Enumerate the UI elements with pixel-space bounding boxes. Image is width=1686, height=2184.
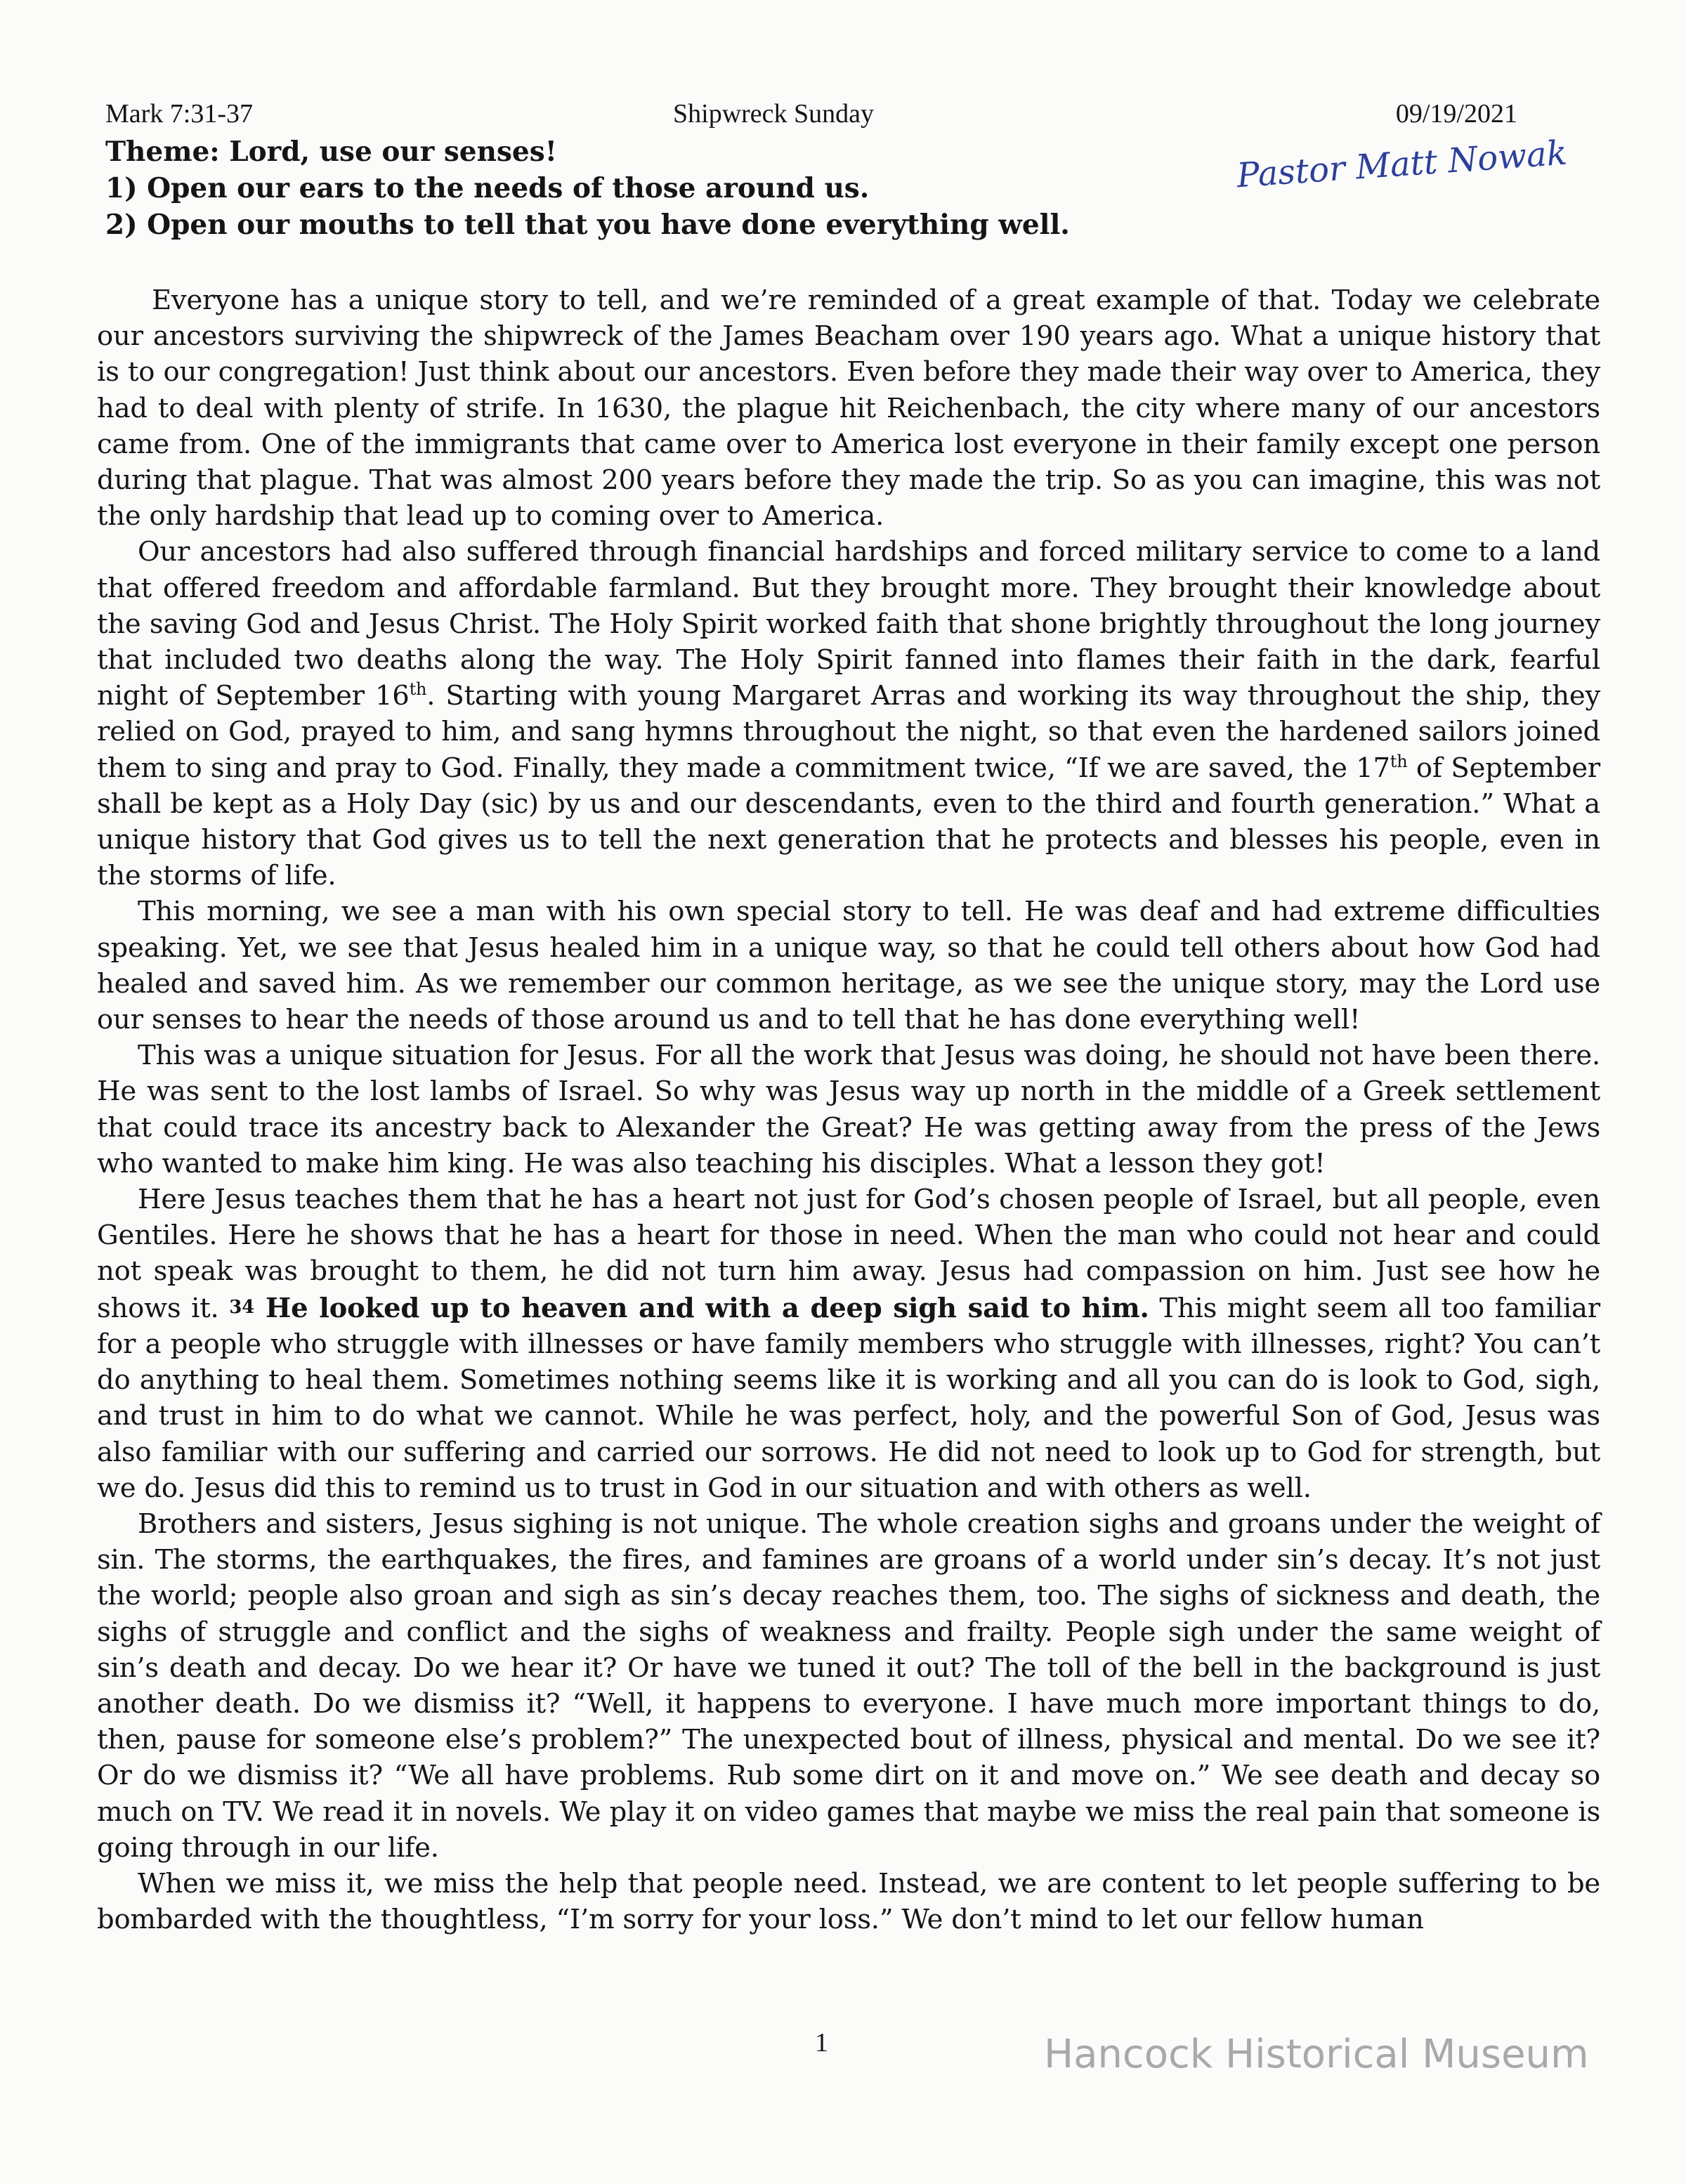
paragraph-2-part-c: of September shall be kept as a Holy Day (sic) by us and our descendants, even to the third and fourth generation.” What a unique history that God gives us to tell the next generation that he protects and blesses his people, even in the storms of life. xyxy=(97,752,1600,892)
sermon-date: 09/19/2021 xyxy=(1395,99,1517,129)
ordinal-suffix: th xyxy=(409,679,427,700)
paragraph-3: This morning, we see a man with his own special story to tell. He was deaf and had extreme difficulties speaking. Yet, we see that Jesus healed him in a unique way, so that he could tell others about how God had healed and saved him. As we remember our common heritage, as we see the unique story, may the Lord use our senses to hear the needs of those around us and to tell that he has done everything well! xyxy=(97,896,1600,1036)
sermon-body xyxy=(97,282,1600,1937)
theme-title: Theme: Lord, use our senses! xyxy=(105,136,557,168)
paragraph-7: When we miss it, we miss the help that people need. Instead, we are content to let people suffering to be bombarded with the thoughtless, “I’m sorry for your loss.” We don’t mind to let our fellow human xyxy=(97,1867,1600,1936)
paragraph-6: Brothers and sisters, Jesus sighing is not unique. The whole creation sighs and groans under the weight of sin. The storms, the earthquakes, the fires, and famines are groans of a world under sin’s decay. It’s not just the world; people also groan and sigh as sin’s decay reaches them, too. The sighs of sickness and death, the sighs of struggle and conflict and the sighs of weakness and frailty. People sigh under the same weight of sin’s death and decay. Do we hear it? Or have we tuned it out? The toll of the bell in the background is just another death. Do we dismiss it? “Well, it happens to everyone. I have much more important things to do, then, pause for someone else’s problem?” The unexpected bout of illness, physical and mental. Do we see it? Or do we dismiss it? “We all have problems. Rub some dirt on it and move on.” We see death and decay so much on TV. We read it in novels. We play it on video games that maybe we miss the real pain that someone is going through in our life. xyxy=(97,1508,1600,1864)
paragraph-2 xyxy=(97,534,1600,894)
paragraph-2-part-b: . Starting with young Margaret Arras and working its way throughout the ship, they relied on God, prayed to him, and sang hymns throughout the night, so that even the hardened sailors joined them to sing and pray to God. Finally, they made a commitment twice, “If we are saved, the 17 xyxy=(97,680,1600,784)
page-number: 1 xyxy=(815,2028,828,2058)
paragraph-2-part-a: Our ancestors had also suffered through financial hardships and forced military service to come to a land that offered freedom and affordable farmland. But they brought more. They brought their knowledge about the saving God and Jesus Christ. The Holy Spirit worked faith that shone brightly throughout the long journey that included two deaths along the way. The Holy Spirit fanned into flames their faith in the dark, fearful night of September 16 xyxy=(97,536,1600,712)
paragraph-5-part-a: Here Jesus teaches them that he has a heart not just for God’s chosen people of Israel, but all people, even Gentiles. Here he shows that he has a heart for those in need. When the man who could not hear and could not speak was brought to them, he did not turn him away. Jesus had compassion on him. Just see how he shows it. xyxy=(97,1184,1600,1324)
scripture-reference: Mark 7:31-37 xyxy=(105,99,254,129)
handwritten-signature: Pastor Matt Nowak xyxy=(1235,133,1569,196)
scripture-quote: He looked up to heaven and with a deep sigh said to him. xyxy=(254,1292,1149,1324)
museum-watermark: Hancock Historical Museum xyxy=(1044,2032,1589,2077)
theme-point-1: 1) Open our ears to the needs of those around us. xyxy=(105,172,870,204)
verse-number: 34 xyxy=(229,1296,255,1318)
paragraph-5-part-b: This might seem all too familiar for a people who struggle with illnesses or have family members who struggle with illnesses, right? You can’t do anything to heal them. Sometimes nothing seems like it is working and all you can do is look to God, sigh, and trust in him to do what we cannot. While he was perfect, holy, and the powerful Son of God, Jesus was also familiar with our suffering and carried our sorrows. He did not need to look up to God for strength, but we do. Jesus did this to remind us to trust in God in our situation and with others as well. xyxy=(97,1292,1600,1504)
sermon-title: Shipwreck Sunday xyxy=(673,99,875,129)
paragraph-4: This was a unique situation for Jesus. For all the work that Jesus was doing, he should not have been there. He was sent to the lost lambs of Israel. So why was Jesus way up north in the middle of a Greek settlement that could trace its ancestry back to Alexander the Great? He was getting away from the press of the Jews who wanted to make him king. He was also teaching his disciples. What a lesson they got! xyxy=(97,1040,1600,1179)
ordinal-suffix: th xyxy=(1390,751,1408,771)
paragraph-5 xyxy=(97,1182,1600,1506)
paragraph-1: Everyone has a unique story to tell, and we’re reminded of a great example of that. Today we celebrate our ancestors surviving the shipwreck of the James Beacham over 190 years ago. What a unique history that is to our congregation! Just think about our ancestors. Even before they made their way over to America, they had to deal with plenty of strife. In 1630, the plague hit Reichenbach, the city where many of our ancestors came from. One of the immigrants that came over to America lost everyone in their family except one person during that plague. That was almost 200 years before they made the trip. So as you can imagine, this was not the only hardship that lead up to coming over to America. xyxy=(97,285,1600,532)
theme-point-2: 2) Open our mouths to tell that you have done everything well. xyxy=(105,209,1070,241)
